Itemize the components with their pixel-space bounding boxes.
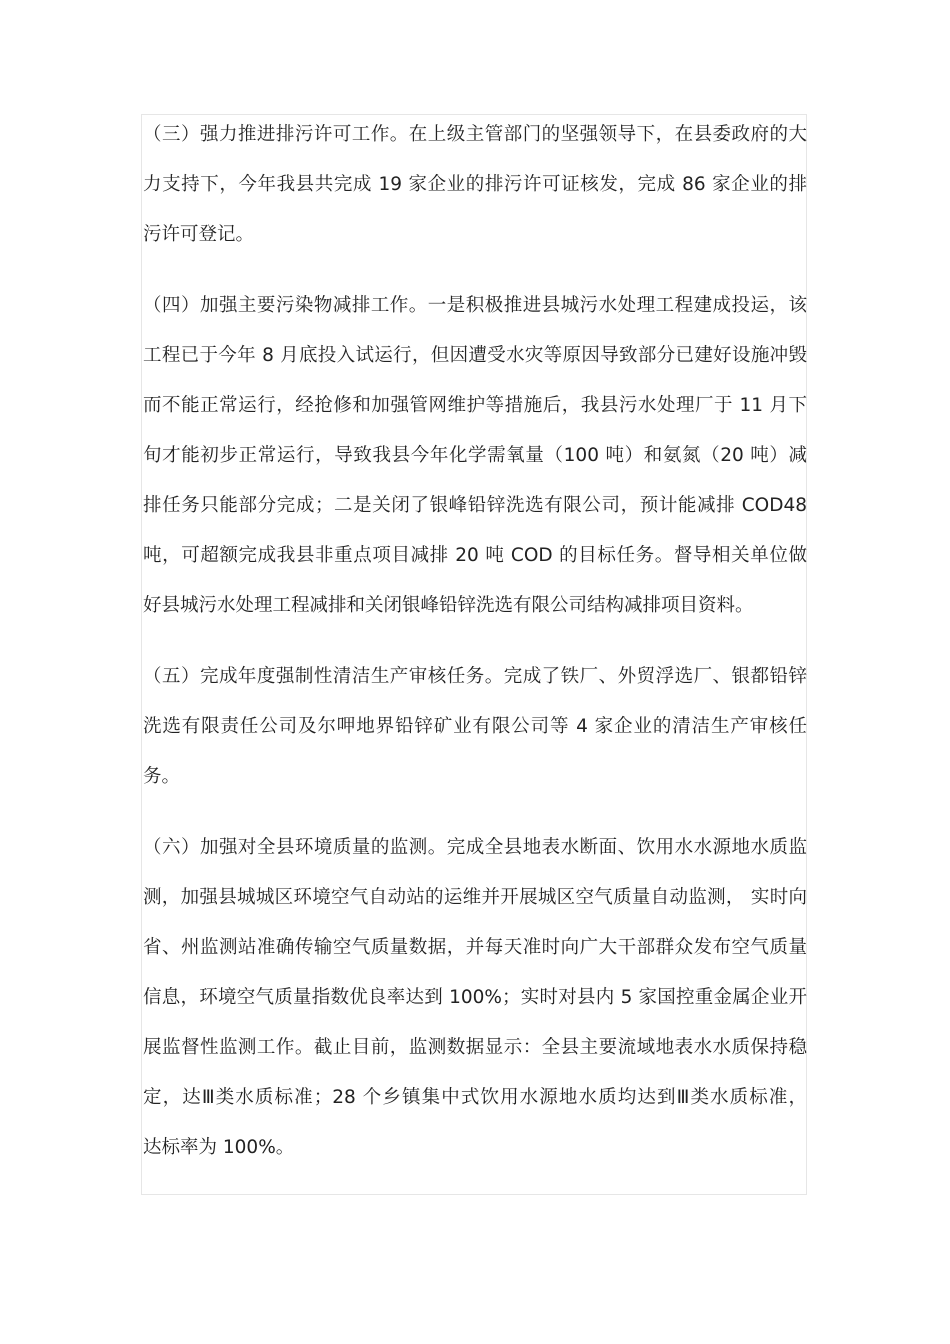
text-line: 好县城污水处理工程减排和关闭银峰铅锌洗选有限公司结构减排项目资料。 [143, 595, 754, 616]
text-line: 测，加强县城城区环境空气自动站的运维并开展城区空气质量自动监测， 实时向 [143, 887, 807, 908]
paragraph-5 [143, 652, 807, 802]
text-line: 排任务只能部分完成；二是关闭了银峰铅锌洗选有限公司，预计能减排 COD48 [143, 495, 807, 516]
text-line: 省、州监测站准确传输空气质量数据，并每天准时向广大干部群众发布空气质量 [143, 937, 807, 958]
text-line: 务。 [143, 766, 181, 787]
document-body [143, 110, 807, 1194]
text-line: 信息，环境空气质量指数优良率达到 100%；实时对县内 5 家国控重金属企业开 [143, 987, 807, 1008]
text-line: （四）加强主要污染物减排工作。一是积极推进县城污水处理工程建成投运，该 [143, 295, 807, 316]
text-line: 展监督性监测工作。截止目前，监测数据显示：全县主要流域地表水水质保持稳 [143, 1037, 807, 1058]
text-line: 定，达Ⅲ类水质标准；28 个乡镇集中式饮用水源地水质均达到Ⅲ类水质标准， [143, 1087, 807, 1108]
paragraph-4 [143, 281, 807, 631]
text-line: 工程已于今年 8 月底投入试运行，但因遭受水灾等原因导致部分已建好设施冲毁 [143, 345, 807, 366]
text-line: （五）完成年度强制性清洁生产审核任务。完成了铁厂、外贸浮选厂、银都铅锌 [143, 666, 807, 687]
paragraph-3 [143, 110, 807, 260]
text-line: 力支持下，今年我县共完成 19 家企业的排污许可证核发，完成 86 家企业的排 [143, 174, 807, 195]
text-line: （六）加强对全县环境质量的监测。完成全县地表水断面、饮用水水源地水质监 [143, 837, 807, 858]
paragraph-6 [143, 823, 807, 1173]
text-line: 洗选有限责任公司及尔呷地界铅锌矿业有限公司等 4 家企业的清洁生产审核任 [143, 716, 807, 737]
text-line: 而不能正常运行，经抢修和加强管网维护等措施后，我县污水处理厂于 11 月下 [143, 395, 807, 416]
text-line: （三）强力推进排污许可工作。在上级主管部门的坚强领导下，在县委政府的大 [143, 124, 807, 145]
text-line: 污许可登记。 [143, 224, 255, 245]
text-line: 达标率为 100%。 [143, 1137, 295, 1158]
text-line: 旬才能初步正常运行，导致我县今年化学需氧量（100 吨）和氨氮（20 吨）减 [143, 445, 807, 466]
text-line: 吨，可超额完成我县非重点项目减排 20 吨 COD 的目标任务。督导相关单位做 [143, 545, 807, 566]
